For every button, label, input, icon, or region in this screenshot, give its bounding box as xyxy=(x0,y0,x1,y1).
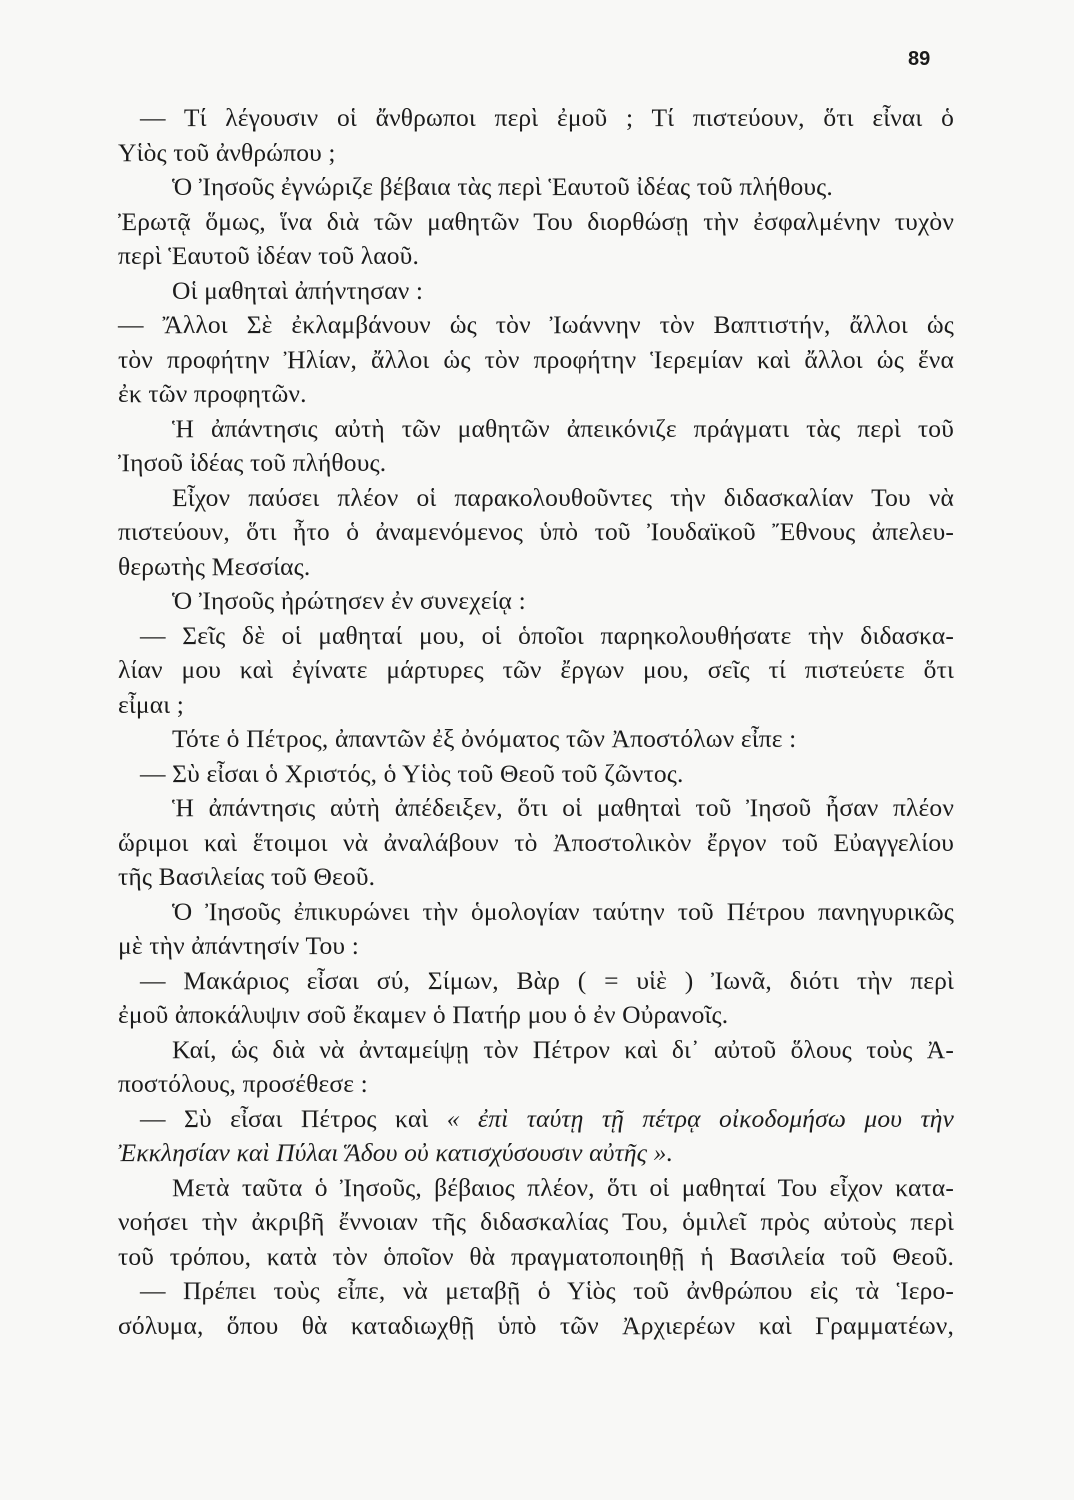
text-line-quote xyxy=(118,1136,954,1171)
text-line: Ὁ Ἰησοῦς ἐπικυρώνει τὴν ὁμολογίαν ταύτην τοῦ Πέτρου πανηγυρικῶς xyxy=(172,896,954,926)
text-line: εἶμαι ; xyxy=(118,689,184,719)
text-line: πιστεύουν, ὅτι ἦτο ὁ ἀναμενόμενος ὑπὸ τοῦ Ἰουδαϊκοῦ Ἔθνους ἀπελευ- xyxy=(118,517,954,546)
text-line: — Ἄλλοι Σὲ ἐκλαμβάνουν ὡς τὸν Ἰωάννην τὸν Βαπτιστήν, ἄλλοι ὡς xyxy=(118,310,954,339)
text-line: — Τί λέγουσιν οἱ ἄνθρωποι περὶ ἐμοῦ ; Τί πιστεύουν, ὅτι εἶναι ὁ xyxy=(140,103,954,132)
quote-intro: — Σὺ εἶσαι Πέτρος καὶ xyxy=(140,1103,429,1133)
text-line: σόλυμα, ὅπου θὰ καταδιωχθῇ ὑπὸ τῶν Ἀρχιερέων καὶ Γραμματέων, xyxy=(118,1310,954,1340)
text-line: λίαν μου καὶ ἐγίνατε μάρτυρες τῶν ἔργων μου, σεῖς τί πιστεύετε ὅτι xyxy=(118,655,954,684)
text-line: Ὁ Ἰησοῦς ἐγνώριζε βέβαια τὰς περὶ Ἑαυτοῦ ἰδέας τοῦ πλήθους. xyxy=(172,172,833,201)
text-line: ποστόλους, προσέθεσε : xyxy=(118,1069,368,1098)
text-line: Ἡ ἀπάντησις αὐτὴ τῶν μαθητῶν ἀπεικόνιζε πράγματι τὰς περὶ τοῦ xyxy=(172,413,954,443)
text-line: — Σὺ εἶσαι ὁ Χριστός, ὁ Υἱὸς τοῦ Θεοῦ τοῦ ζῶντος. xyxy=(140,758,684,788)
text-line: τὸν προφήτην Ἠλίαν, ἄλλοι ὡς τὸν προφήτην Ἱερεμίαν καὶ ἄλλοι ὡς ἕνα xyxy=(118,344,954,374)
text-line: Υἱὸς τοῦ ἀνθρώπου ; xyxy=(118,137,336,167)
text-line: Ἐρωτᾷ ὅμως, ἵνα διὰ τῶν μαθητῶν Του διορθώσῃ τὴν ἐσφαλμένην τυχὸν xyxy=(118,206,954,236)
text-line: περὶ Ἑαυτοῦ ἰδέαν τοῦ λαοῦ. xyxy=(118,241,419,270)
text-line: Ὁ Ἰησοῦς ἠρώτησεν ἐν συνεχείᾳ : xyxy=(172,586,526,615)
text-line: ἐκ τῶν προφητῶν. xyxy=(118,379,307,408)
text-line: — Σεῖς δὲ οἱ μαθηταί μου, οἱ ὁποῖοι παρηκολουθήσατε τὴν διδασκα- xyxy=(140,620,954,650)
text-line: θερωτὴς Μεσσίας. xyxy=(118,551,311,581)
quote-italic: Ἐκκλησίαν καὶ Πύλαι Ἅδου οὐ κατισχύσουσιν αὐτῆς ». xyxy=(118,1138,674,1167)
text-line: τοῦ τρόπου, κατὰ τὸν ὁποῖον θὰ πραγματοποιηθῇ ἡ Βασιλεία τοῦ Θεοῦ. xyxy=(118,1241,954,1271)
text-line: ἐμοῦ ἀποκάλυψιν σοῦ ἔκαμεν ὁ Πατήρ μου ὁ ἐν Οὐρανοῖς. xyxy=(118,1000,729,1029)
text-line: νοήσει τὴν ἀκριβῆ ἔννοιαν τῆς διδασκαλίας Του, ὁμιλεῖ πρὸς αὐτοὺς περὶ xyxy=(118,1207,954,1236)
page-number: 89 xyxy=(908,48,931,70)
quote-italic: « ἐπὶ ταύτῃ τῇ πέτρᾳ οἰκοδομήσω μου τὴν xyxy=(446,1103,954,1133)
text-line: μὲ τὴν ἀπάντησίν Του : xyxy=(118,931,359,960)
text-line: Εἶχον παύσει πλέον οἱ παρακολουθοῦντες τὴν διδασκαλίαν Του νὰ xyxy=(172,482,954,512)
text-line: Ἰησοῦ ἰδέας τοῦ πλήθους. xyxy=(118,448,387,477)
text-line: Οἱ μαθηταὶ ἀπήντησαν : xyxy=(172,275,424,305)
text-line: Τότε ὁ Πέτρος, ἀπαντῶν ἐξ ὀνόματος τῶν Ἀποστόλων εἶπε : xyxy=(172,724,797,753)
text-line-quote xyxy=(118,1102,954,1137)
text-line: ὥριμοι καὶ ἕτοιμοι νὰ ἀναλάβουν τὸ Ἀποστολικὸν ἔργον τοῦ Εὐαγγελίου xyxy=(118,827,954,857)
text-line: — Μακάριος εἶσαι σύ, Σίμων, Βὰρ ( = υἱὲ ) Ἰωνᾶ, διότι τὴν περὶ xyxy=(140,965,954,995)
text-line: τῆς Βασιλείας τοῦ Θεοῦ. xyxy=(118,862,376,891)
text-line: Καί, ὡς διὰ νὰ ἀνταμείψῃ τὸν Πέτρον καὶ δι᾽ αὐτοῦ ὅλους τοὺς Ἀ- xyxy=(172,1034,954,1064)
text-line: Μετὰ ταῦτα ὁ Ἰησοῦς, βέβαιος πλέον, ὅτι οἱ μαθηταί Του εἶχον κατα- xyxy=(172,1172,954,1202)
text-line: Ἡ ἀπάντησις αὐτὴ ἀπέδειξεν, ὅτι οἱ μαθηταὶ τοῦ Ἰησοῦ ἦσαν πλέον xyxy=(172,793,954,822)
text-line: — Πρέπει τοὺς εἶπε, νὰ μεταβῇ ὁ Υἱὸς τοῦ ἀνθρώπου εἰς τὰ Ἱερο- xyxy=(140,1276,954,1305)
body-text xyxy=(118,101,954,1343)
